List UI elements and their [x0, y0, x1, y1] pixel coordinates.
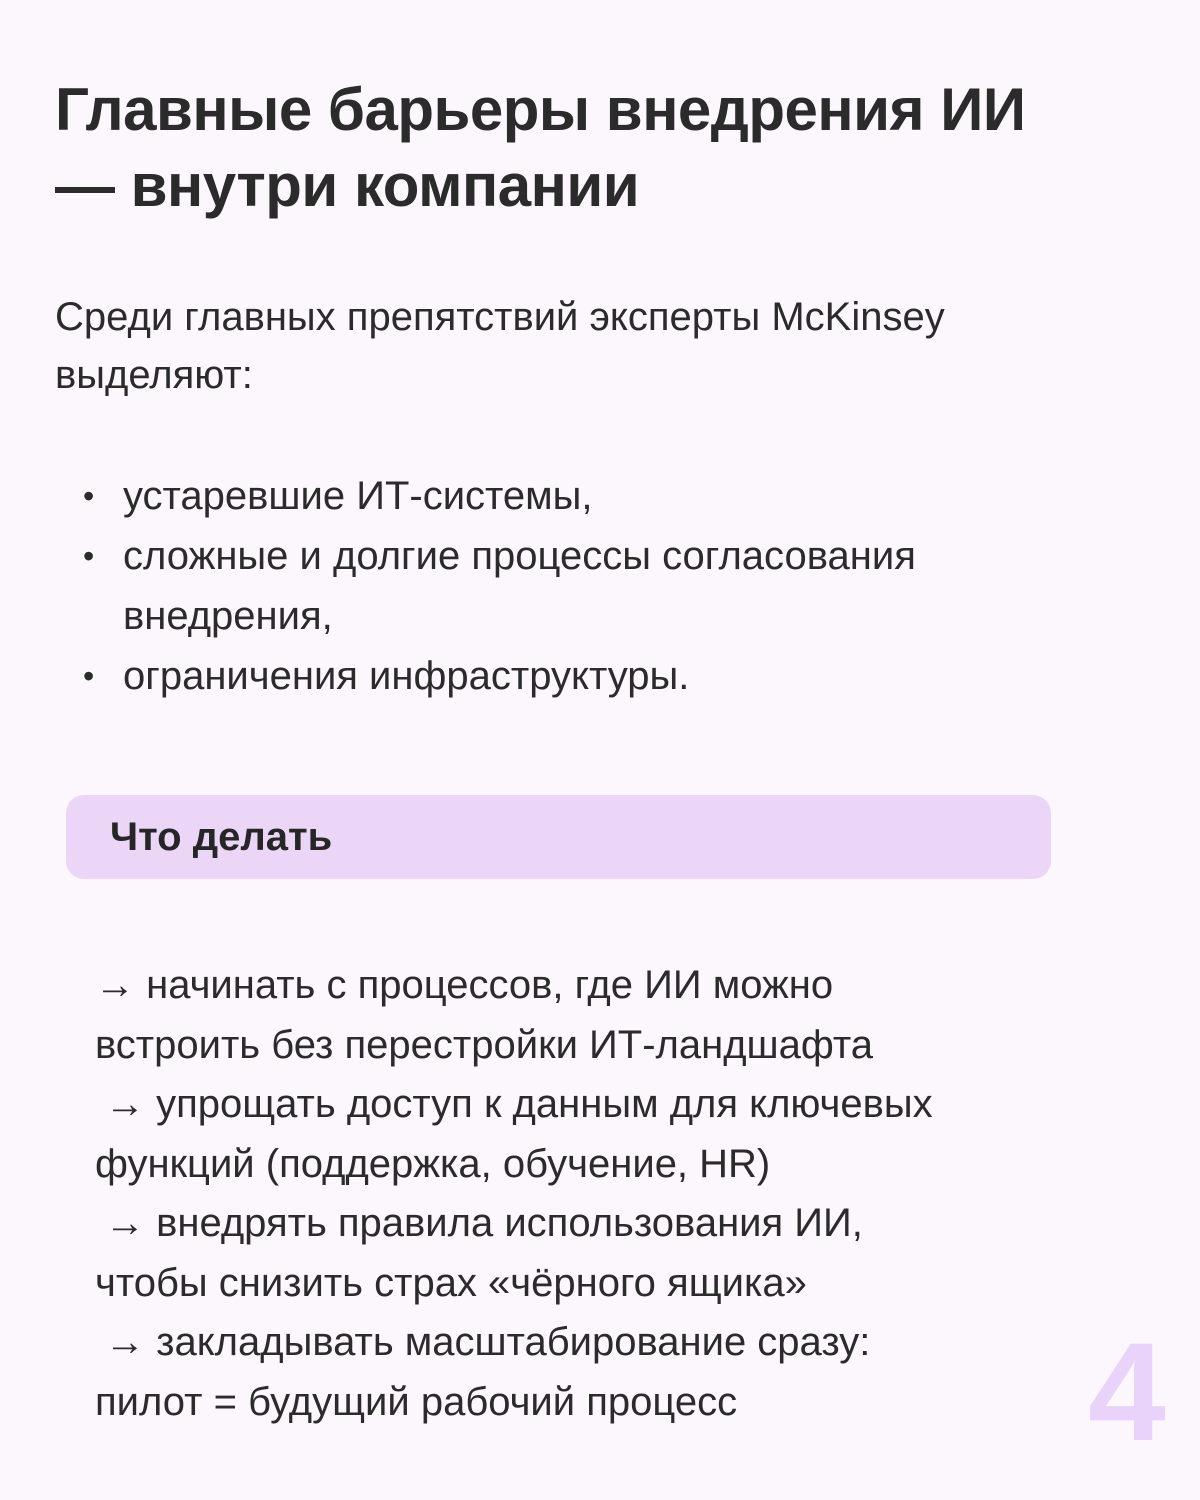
what-to-do-heading: Что делать [110, 815, 333, 859]
what-to-do-callout [66, 795, 1051, 879]
list-item-text: сложные и долгие процессы согласования [123, 534, 916, 578]
action-line: → внедрять правила использования ИИ, [105, 1201, 863, 1245]
action-line: функций (поддержка, обучение, HR) [95, 1141, 771, 1186]
action-line: пилот = будущий рабочий процесс [95, 1379, 738, 1424]
list-item-text-continued: внедрения, [123, 594, 333, 638]
bullet-marker: • [83, 538, 95, 574]
action-line: → начинать с процессов, где ИИ можно [95, 963, 834, 1007]
bullet-marker: • [83, 658, 95, 694]
list-item-text: ограничения инфраструктуры. [123, 654, 690, 698]
title-line-1: Главные барьеры внедрения ИИ [55, 76, 1026, 143]
intro-line-2: выделяют: [55, 353, 253, 397]
list-item [75, 646, 1155, 706]
intro-text [55, 288, 1155, 404]
page-title [55, 72, 1135, 224]
list-item [75, 526, 1155, 646]
page-number: 4 [1088, 1313, 1166, 1470]
actions-text [95, 956, 1095, 1432]
intro-line-1: Среди главных препятствий эксперты McKinsey [55, 295, 945, 339]
action-line: → закладывать масштабирование сразу: [105, 1320, 871, 1364]
list-item-text: устаревшие ИТ-системы, [123, 474, 593, 518]
action-line: → упрощать доступ к данным для ключевых [105, 1082, 933, 1126]
list-item [75, 466, 1155, 526]
bullet-marker: • [83, 478, 95, 514]
action-line: чтобы снизить страх «чёрного ящика» [95, 1260, 807, 1305]
title-line-2: — внутри компании [55, 152, 640, 219]
action-line: встроить без перестройки ИТ-ландшафта [95, 1022, 874, 1067]
barriers-list [75, 466, 1155, 706]
